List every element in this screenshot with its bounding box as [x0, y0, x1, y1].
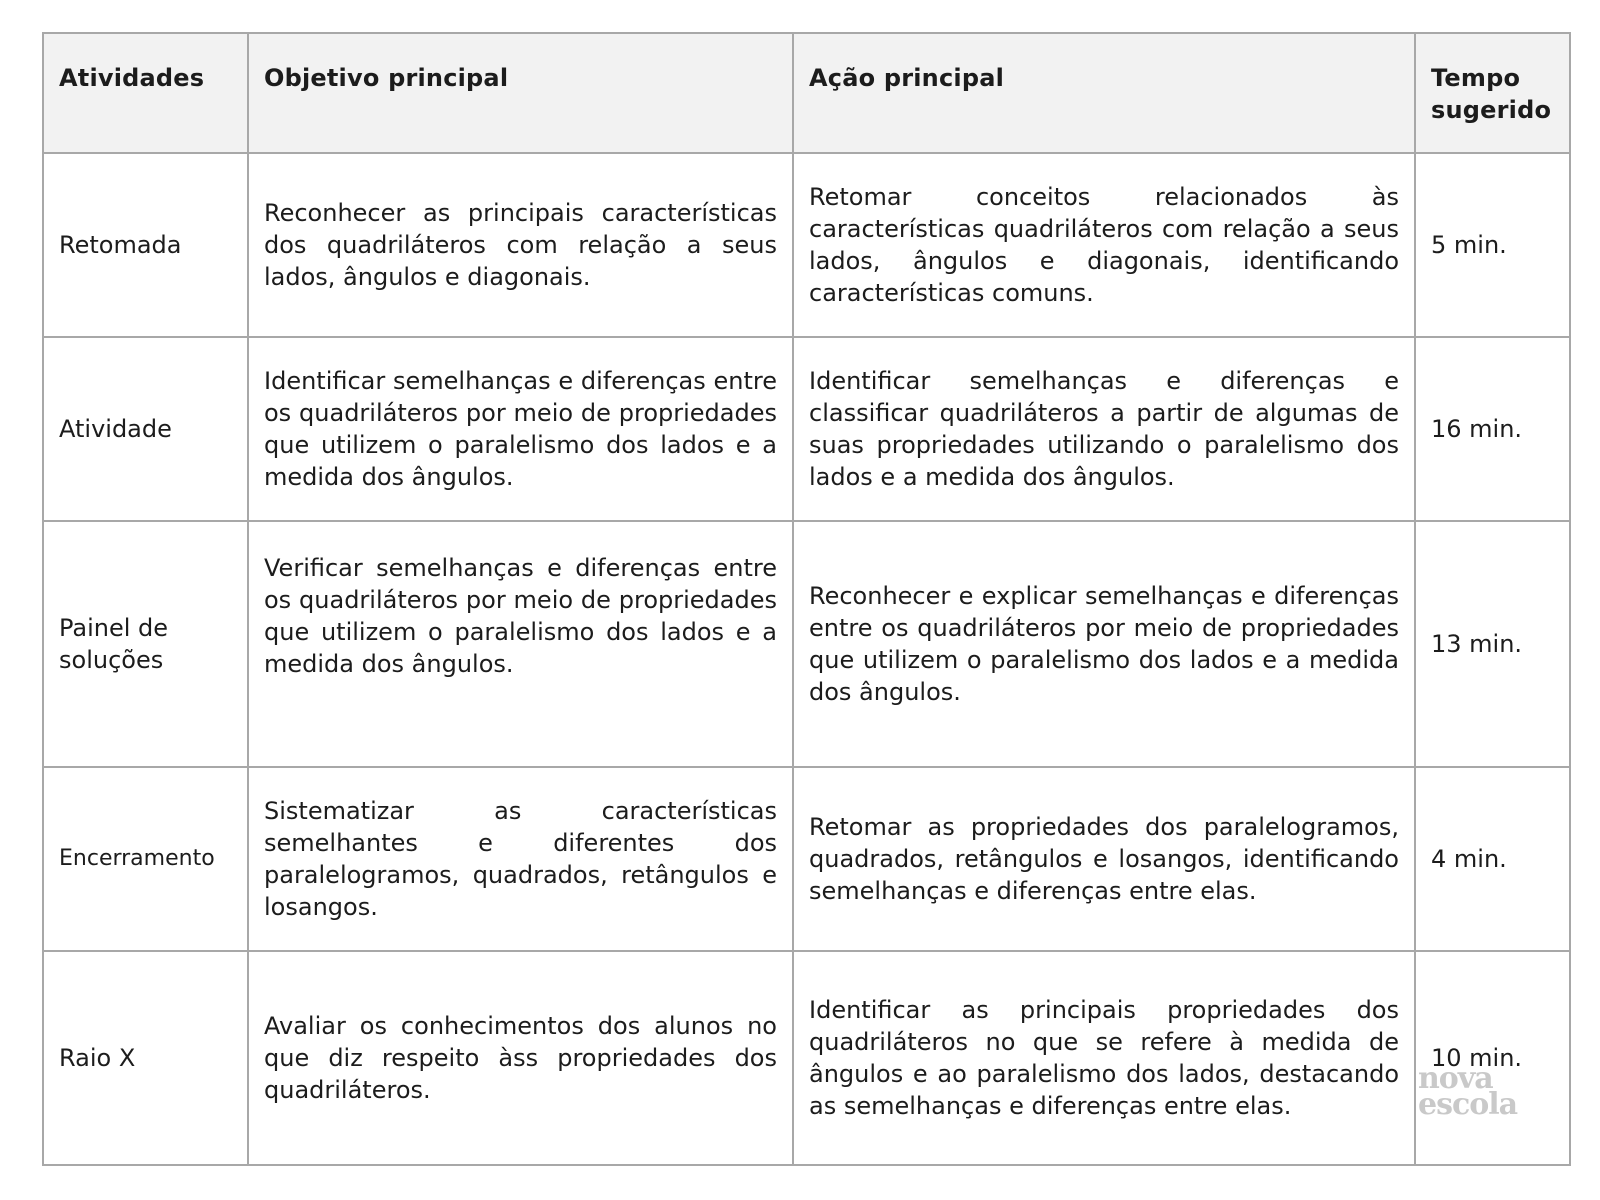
cell-atividade: Encerramento [43, 767, 248, 951]
table-row [43, 337, 1570, 521]
cell-acao: Identificar semelhanças e diferenças e classificar quadriláteros a partir de algumas de suas propriedades utilizando o paralelismo dos lados e a medida dos ângulos. [793, 337, 1415, 521]
table-header [43, 33, 1570, 153]
watermark-line2: escola [1418, 1087, 1518, 1122]
cell-atividade: Painel de soluções [43, 521, 248, 767]
cell-objetivo: Avaliar os conhecimentos dos alunos no que diz respeito àss propriedades dos quadriláteros. [248, 951, 793, 1165]
cell-atividade: Raio X [43, 951, 248, 1165]
header-acao: Ação principal [793, 33, 1415, 153]
header-objetivo: Objetivo principal [248, 33, 793, 153]
cell-objetivo: Sistematizar as características semelhantes e diferentes dos paralelogramos, quadrados, retângulos e losangos. [248, 767, 793, 951]
header-tempo-line2: sugerido [1431, 96, 1552, 124]
cell-acao: Retomar conceitos relacionados às características quadriláteros com relação a seus lados, ângulos e diagonais, identificando características comuns. [793, 153, 1415, 337]
cell-tempo: 13 min. [1415, 521, 1570, 767]
table-row [43, 153, 1570, 337]
cell-objetivo: Reconhecer as principais características dos quadriláteros com relação a seus lados, ângulos e diagonais. [248, 153, 793, 337]
watermark-line1: nova [1418, 1061, 1493, 1096]
table-row [43, 521, 1570, 767]
table-row [43, 951, 1570, 1165]
cell-acao: Reconhecer e explicar semelhanças e diferenças entre os quadriláteros por meio de propriedades que utilizem o paralelismo dos lados e a medida dos ângulos. [793, 521, 1415, 767]
cell-objetivo: Identificar semelhanças e diferenças entre os quadriláteros por meio de propriedades que utilizem o paralelismo dos lados e a medida dos ângulos. [248, 337, 793, 521]
header-tempo [1415, 33, 1570, 153]
cell-tempo: 16 min. [1415, 337, 1570, 521]
header-row [43, 33, 1570, 153]
nova-escola-watermark [1418, 1061, 1518, 1122]
cell-acao: Identificar as principais propriedades dos quadriláteros no que se refere à medida de ângulos e ao paralelismo dos lados, destacando as semelhanças e diferenças entre elas. [793, 951, 1415, 1165]
header-atividades: Atividades [43, 33, 248, 153]
cell-tempo: 5 min. [1415, 153, 1570, 337]
header-tempo-line1: Tempo [1431, 64, 1521, 92]
cell-atividade: Atividade [43, 337, 248, 521]
cell-tempo: 4 min. [1415, 767, 1570, 951]
cell-tempo: 10 min. [1415, 951, 1570, 1165]
lesson-plan-table [42, 32, 1571, 1166]
cell-atividade: Retomada [43, 153, 248, 337]
cell-objetivo: Verificar semelhanças e diferenças entre os quadriláteros por meio de propriedades que utilizem o paralelismo dos lados e a medida dos ângulos. [248, 521, 793, 767]
table-row [43, 767, 1570, 951]
cell-acao: Retomar as propriedades dos paralelogramos, quadrados, retângulos e losangos, identificando semelhanças e diferenças entre elas. [793, 767, 1415, 951]
table-body [43, 153, 1570, 1165]
